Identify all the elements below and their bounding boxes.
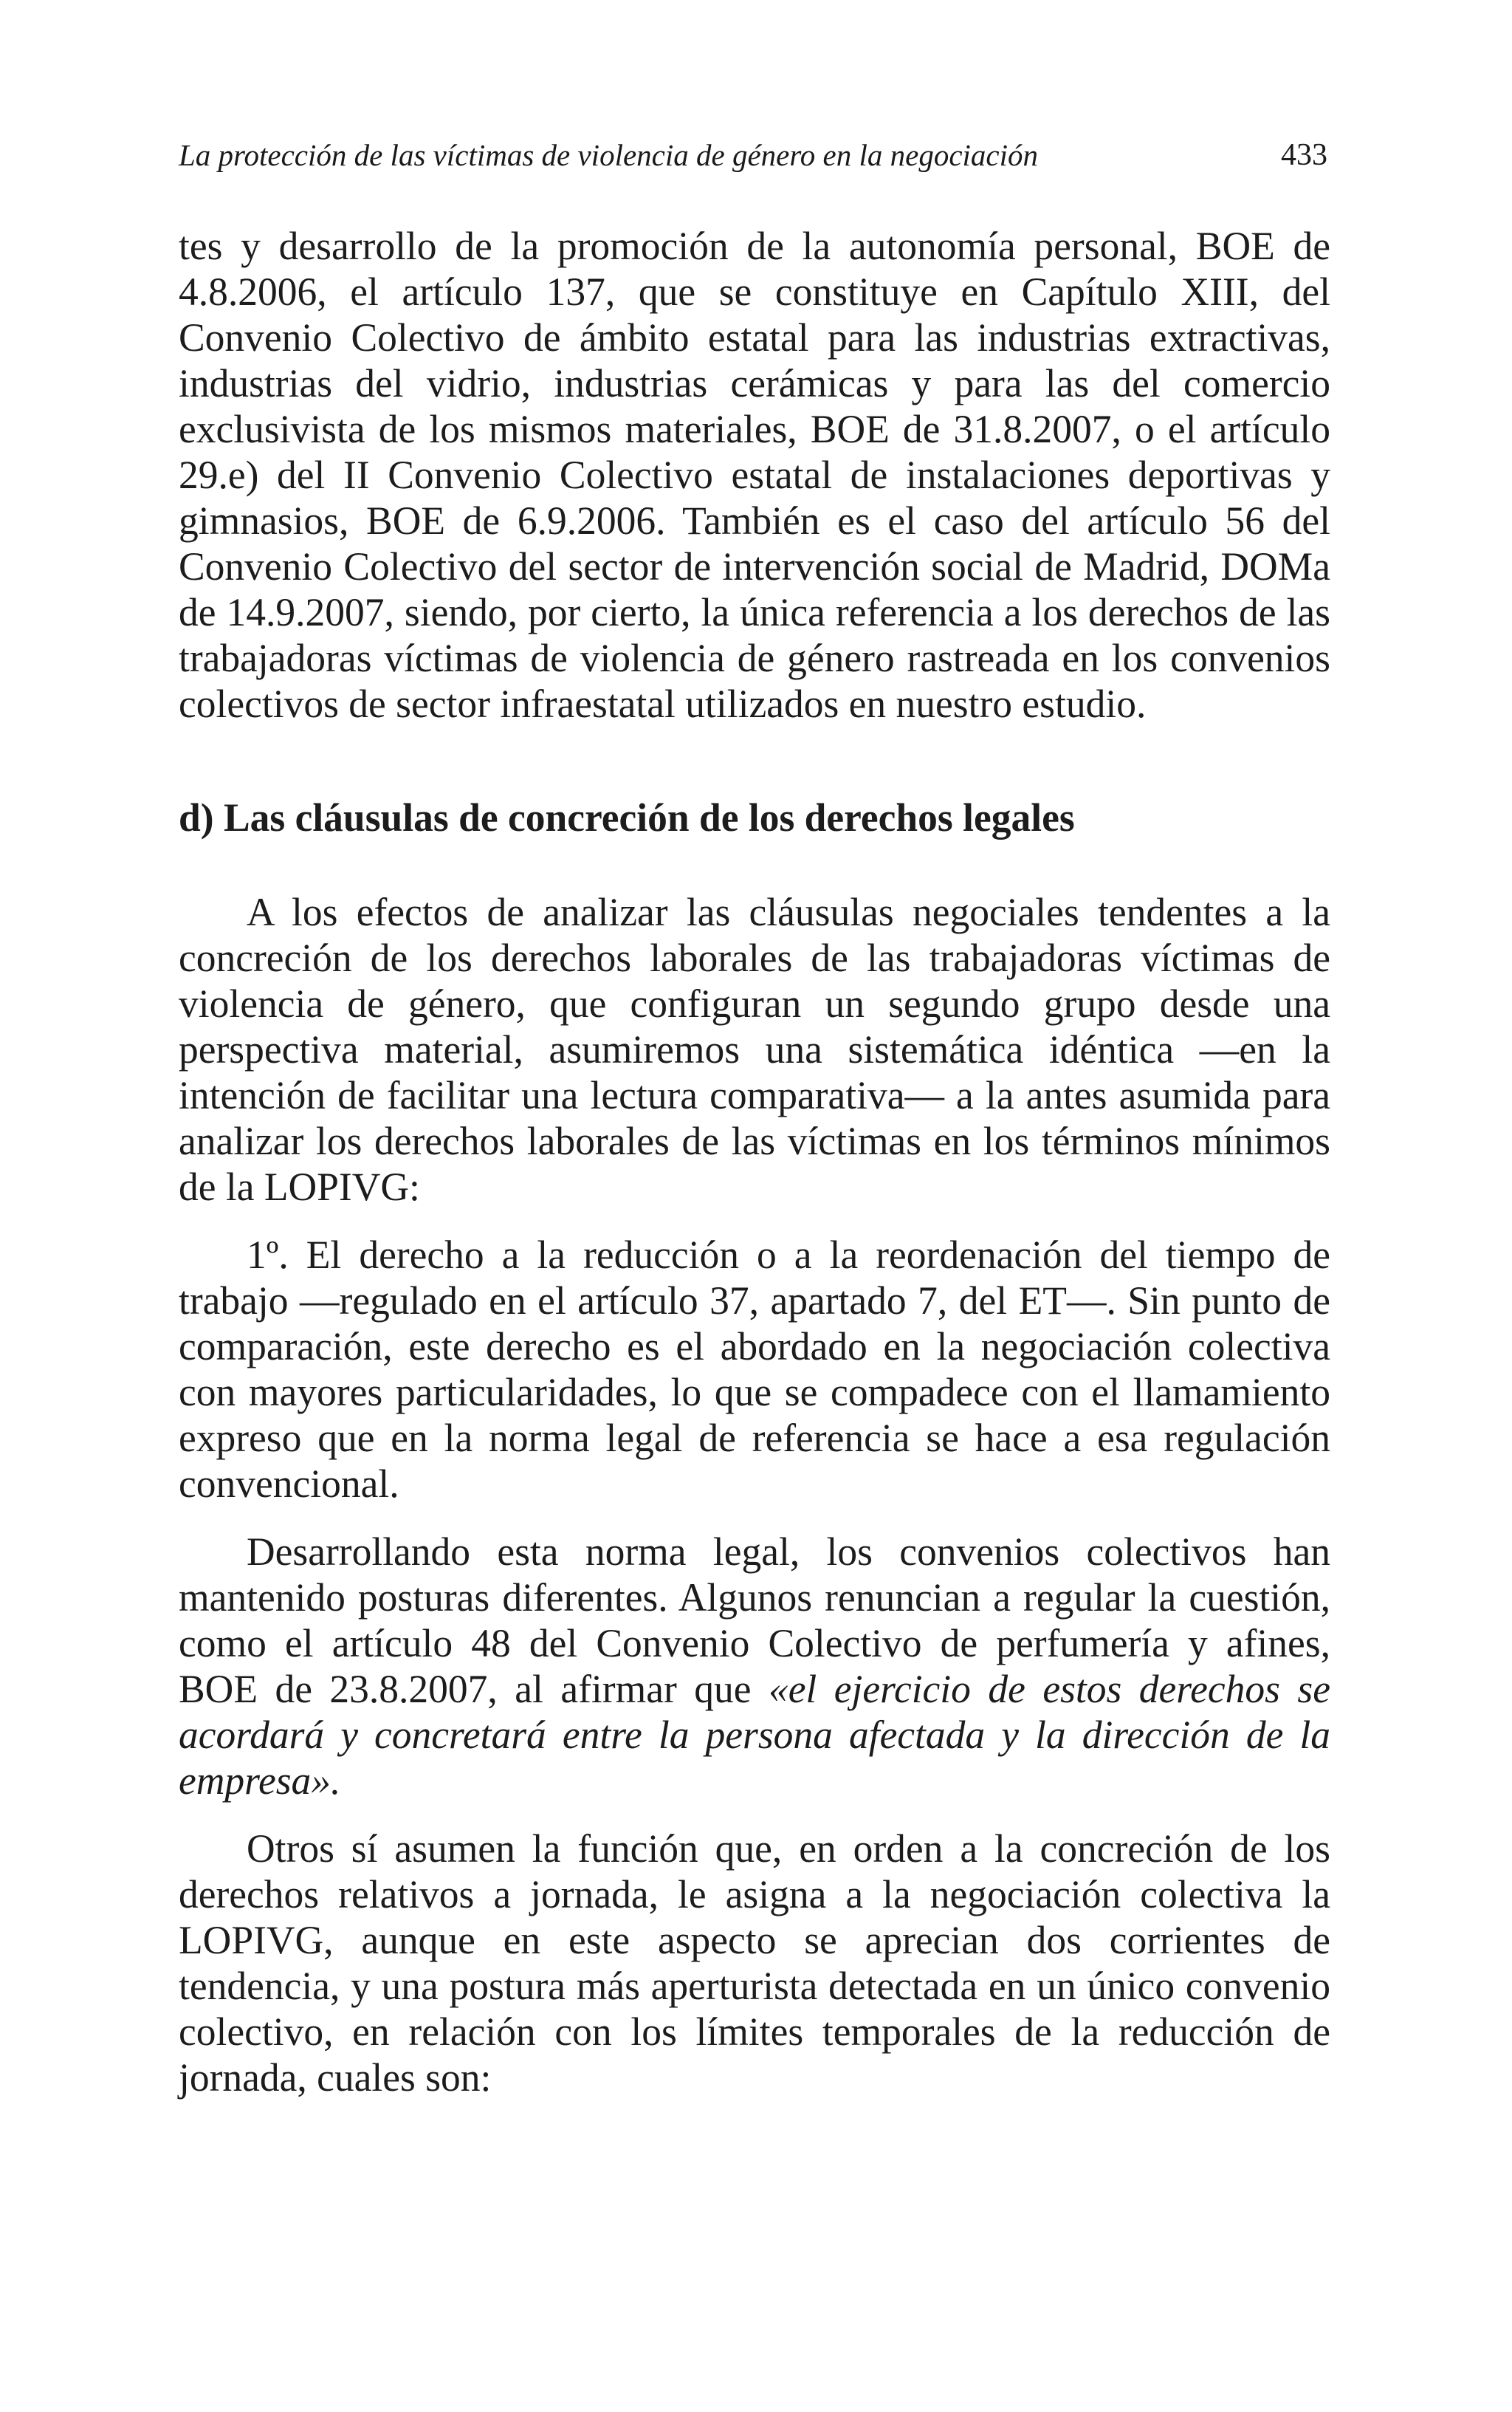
section-heading: d) Las cláusulas de concreción de los derechos legales	[179, 795, 1075, 840]
quoted-clause: «el ejercicio de estos derechos se acordará y concretará entre la persona afectada y la dirección de la empresa».	[179, 1667, 1330, 1803]
page-number: 433	[1281, 138, 1327, 172]
page-body	[179, 223, 1330, 2100]
paragraph-text: Desarrollando esta norma legal, los convenios colectivos han mantenido posturas diferentes. Algunos renuncian a regular la cuestión, como el artículo 48 del Convenio Colectivo de perfumería y afines, BOE de 23.8.2007, al afirmar que	[179, 1529, 1330, 1711]
paragraph-right-1: 1º. El derecho a la reducción o a la reordenación del tiempo de trabajo —regulado en el artículo 37, apartado 7, del ET—. Sin punto de comparación, este derecho es el abordado en la negociación colectiva con mayores particularidades, lo que se compadece con el llamamiento expreso que en la norma legal de referencia se hace a esa regulación convencional.	[179, 1233, 1330, 1506]
paragraph-continued: tes y desarrollo de la promoción de la autonomía personal, BOE de 4.8.2006, el artículo 137, que se constituye en Capítulo XIII, del Convenio Colectivo de ámbito estatal para las industrias extractivas, industrias del vidrio, industrias cerámicas y para las del comercio exclusivista de los mismos materiales, BOE de 31.8.2007, o el artículo 29.e) del II Convenio Colectivo estatal de instalaciones deportivas y gimnasios, BOE de 6.9.2006. También es el caso del artículo 56 del Convenio Colectivo del sector de intervención social de Madrid, DOMa de 14.9.2007, siendo, por cierto, la única referencia a los derechos de las trabajadoras víctimas de violencia de género rastreada en los convenios colectivos de sector infraestatal utilizados en nuestro estudio.	[179, 224, 1330, 726]
paragraph-positions	[179, 1529, 1330, 1803]
paragraph-others: Otros sí asumen la función que, en orden a la concreción de los derechos relativos a jornada, le asigna a la negociación colectiva la LOPIVG, aunque en este aspecto se aprecian dos corrientes de tendencia, y una postura más aperturista detectada en un único convenio colectivo, en relación con los límites temporales de la reducción de jornada, cuales son:	[179, 1826, 1330, 2100]
running-head-title: La protección de las víctimas de violencia de género en la negociación	[179, 138, 1038, 172]
paragraph-intro: A los efectos de analizar las cláusulas negociales tendentes a la concreción de los derechos laborales de las trabajadoras víctimas de violencia de género, que configuran un segundo grupo desde una perspectiva material, asumiremos una sistemática idéntica —en la intención de facilitar una lectura comparativa— a la antes asumida para analizar los derechos laborales de las víctimas en los términos mínimos de la LOPIVG:	[179, 890, 1330, 1209]
